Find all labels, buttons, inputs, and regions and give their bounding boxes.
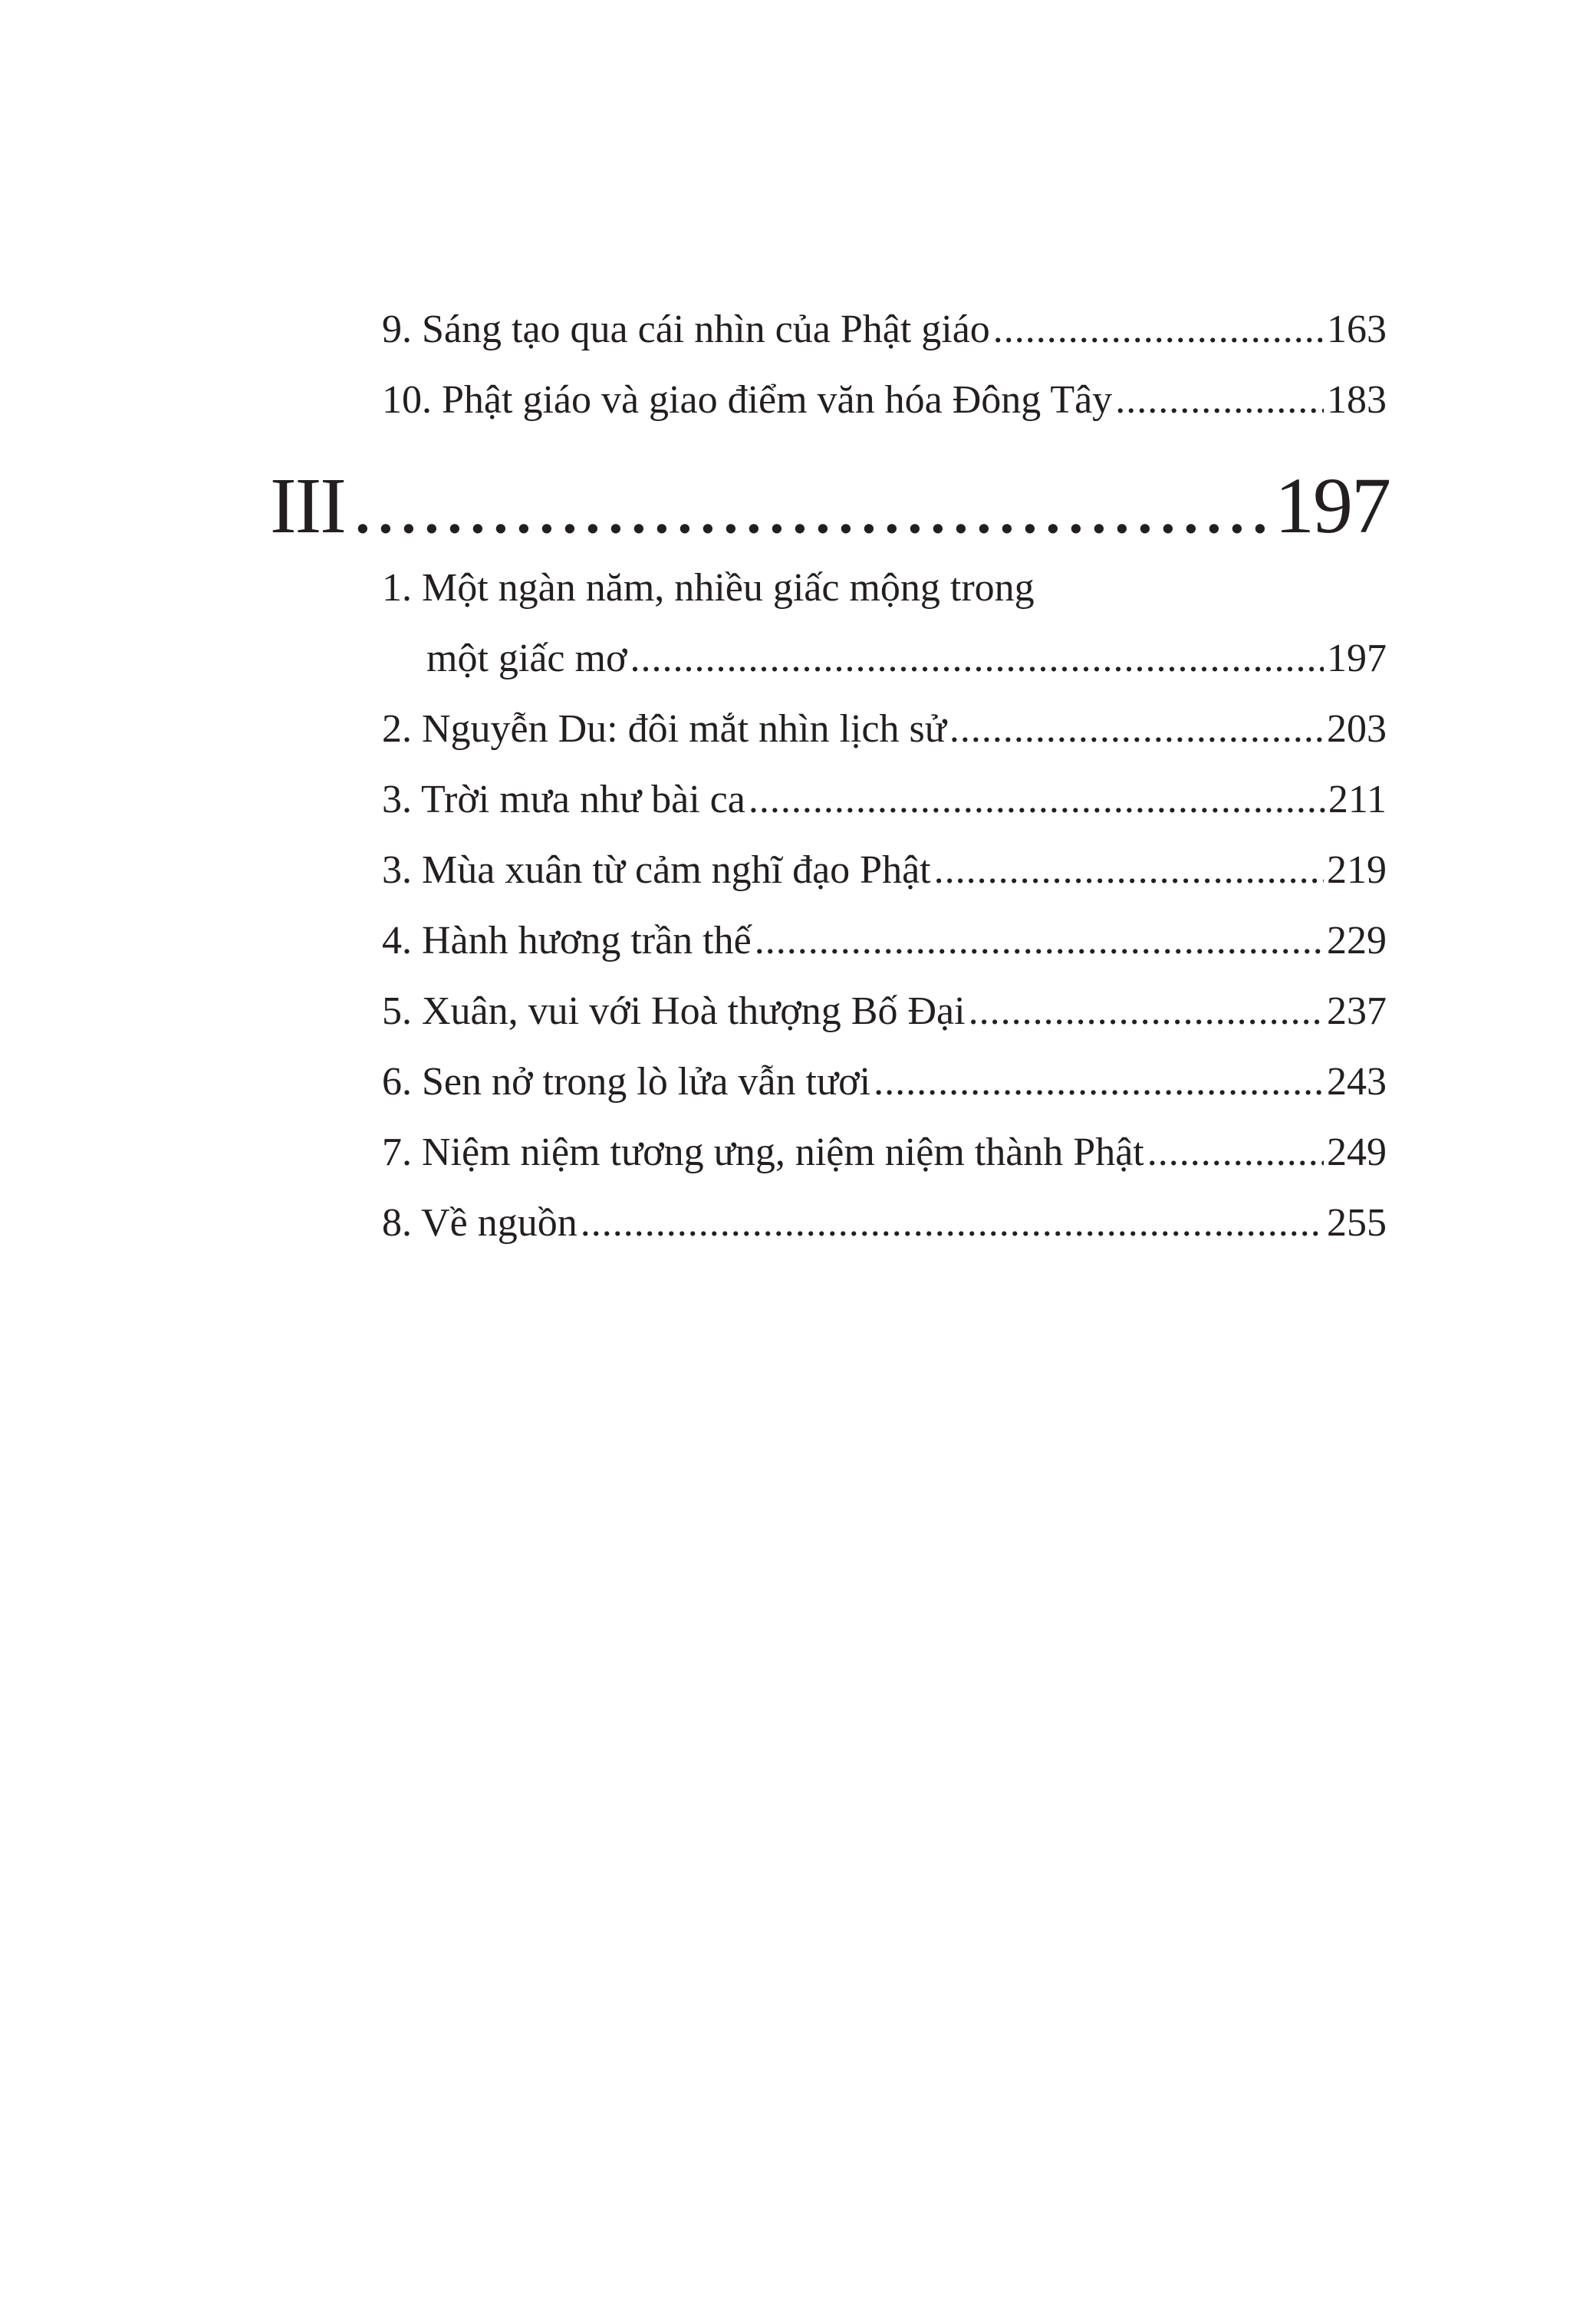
toc-entry-5 xyxy=(382,987,1387,1036)
toc-entry-title: 3. Mùa xuân từ cảm nghĩ đạo Phật xyxy=(382,848,931,892)
toc-entry-title: 1. Một ngàn năm, nhiều giấc mộng trong xyxy=(382,566,1035,610)
toc-entry-1-line1 xyxy=(382,564,1387,613)
toc-entry-title: 9. Sáng tạo qua cái nhìn của Phật giáo xyxy=(382,308,990,351)
toc-entry-3b xyxy=(382,846,1387,895)
dot-leader xyxy=(749,775,1325,824)
toc-entry-page: 229 xyxy=(1327,919,1387,963)
toc-entry-4 xyxy=(382,916,1387,966)
toc-entry-page: 219 xyxy=(1327,848,1387,892)
dot-leader xyxy=(353,460,1273,552)
toc-entry-title: 5. Xuân, vui với Hoà thượng Bố Đại xyxy=(382,989,966,1033)
toc-entry-page: 255 xyxy=(1327,1201,1387,1245)
toc-entry-page: 237 xyxy=(1327,989,1387,1033)
dot-leader xyxy=(934,846,1324,895)
toc-entry-title: 2. Nguyễn Du: đôi mắt nhìn lịch sử xyxy=(382,707,946,751)
toc-entry-2 xyxy=(382,705,1387,754)
toc-entry-page: 197 xyxy=(1327,637,1387,680)
section-title: III xyxy=(270,462,345,550)
toc-entry-6 xyxy=(382,1058,1387,1107)
toc-entry-10 xyxy=(382,376,1387,425)
toc-entry-title-continued: một giấc mơ xyxy=(426,637,627,680)
toc-entry-page: 249 xyxy=(1327,1130,1387,1174)
toc-entry-page: 211 xyxy=(1328,778,1387,821)
section-page: 197 xyxy=(1275,462,1390,550)
dot-leader xyxy=(993,305,1324,354)
toc-entry-title: 7. Niệm niệm tương ưng, niệm niệm thành Phật xyxy=(382,1130,1144,1174)
dot-leader xyxy=(874,1058,1324,1107)
toc-entry-3a xyxy=(382,775,1387,824)
toc-entry-page: 163 xyxy=(1327,308,1387,351)
toc-entry-7 xyxy=(382,1128,1387,1177)
toc-entry-page: 183 xyxy=(1327,378,1387,422)
toc-section-heading xyxy=(270,460,1390,552)
toc-entry-title: 3. Trời mưa như bài ca xyxy=(382,778,745,821)
dot-leader xyxy=(630,634,1324,683)
toc-entry-1-line2 xyxy=(426,634,1387,683)
dot-leader xyxy=(1147,1128,1324,1177)
toc-entry-8 xyxy=(382,1199,1387,1248)
toc-entry-title: 4. Hành hương trần thế xyxy=(382,919,752,963)
dot-leader xyxy=(581,1199,1324,1248)
toc-entry-9 xyxy=(382,305,1387,354)
toc-entry-page: 203 xyxy=(1327,707,1387,751)
toc-entry-title: 10. Phật giáo và giao điểm văn hóa Đông Tây xyxy=(382,378,1113,422)
dot-leader xyxy=(949,705,1324,754)
toc-entry-title: 8. Về nguồn xyxy=(382,1201,578,1245)
toc-entry-title: 6. Sen nở trong lò lửa vẫn tươi xyxy=(382,1060,871,1104)
toc-entry-page: 243 xyxy=(1327,1060,1387,1104)
dot-leader xyxy=(755,916,1324,966)
dot-leader xyxy=(1115,376,1324,425)
dot-leader xyxy=(969,987,1324,1036)
